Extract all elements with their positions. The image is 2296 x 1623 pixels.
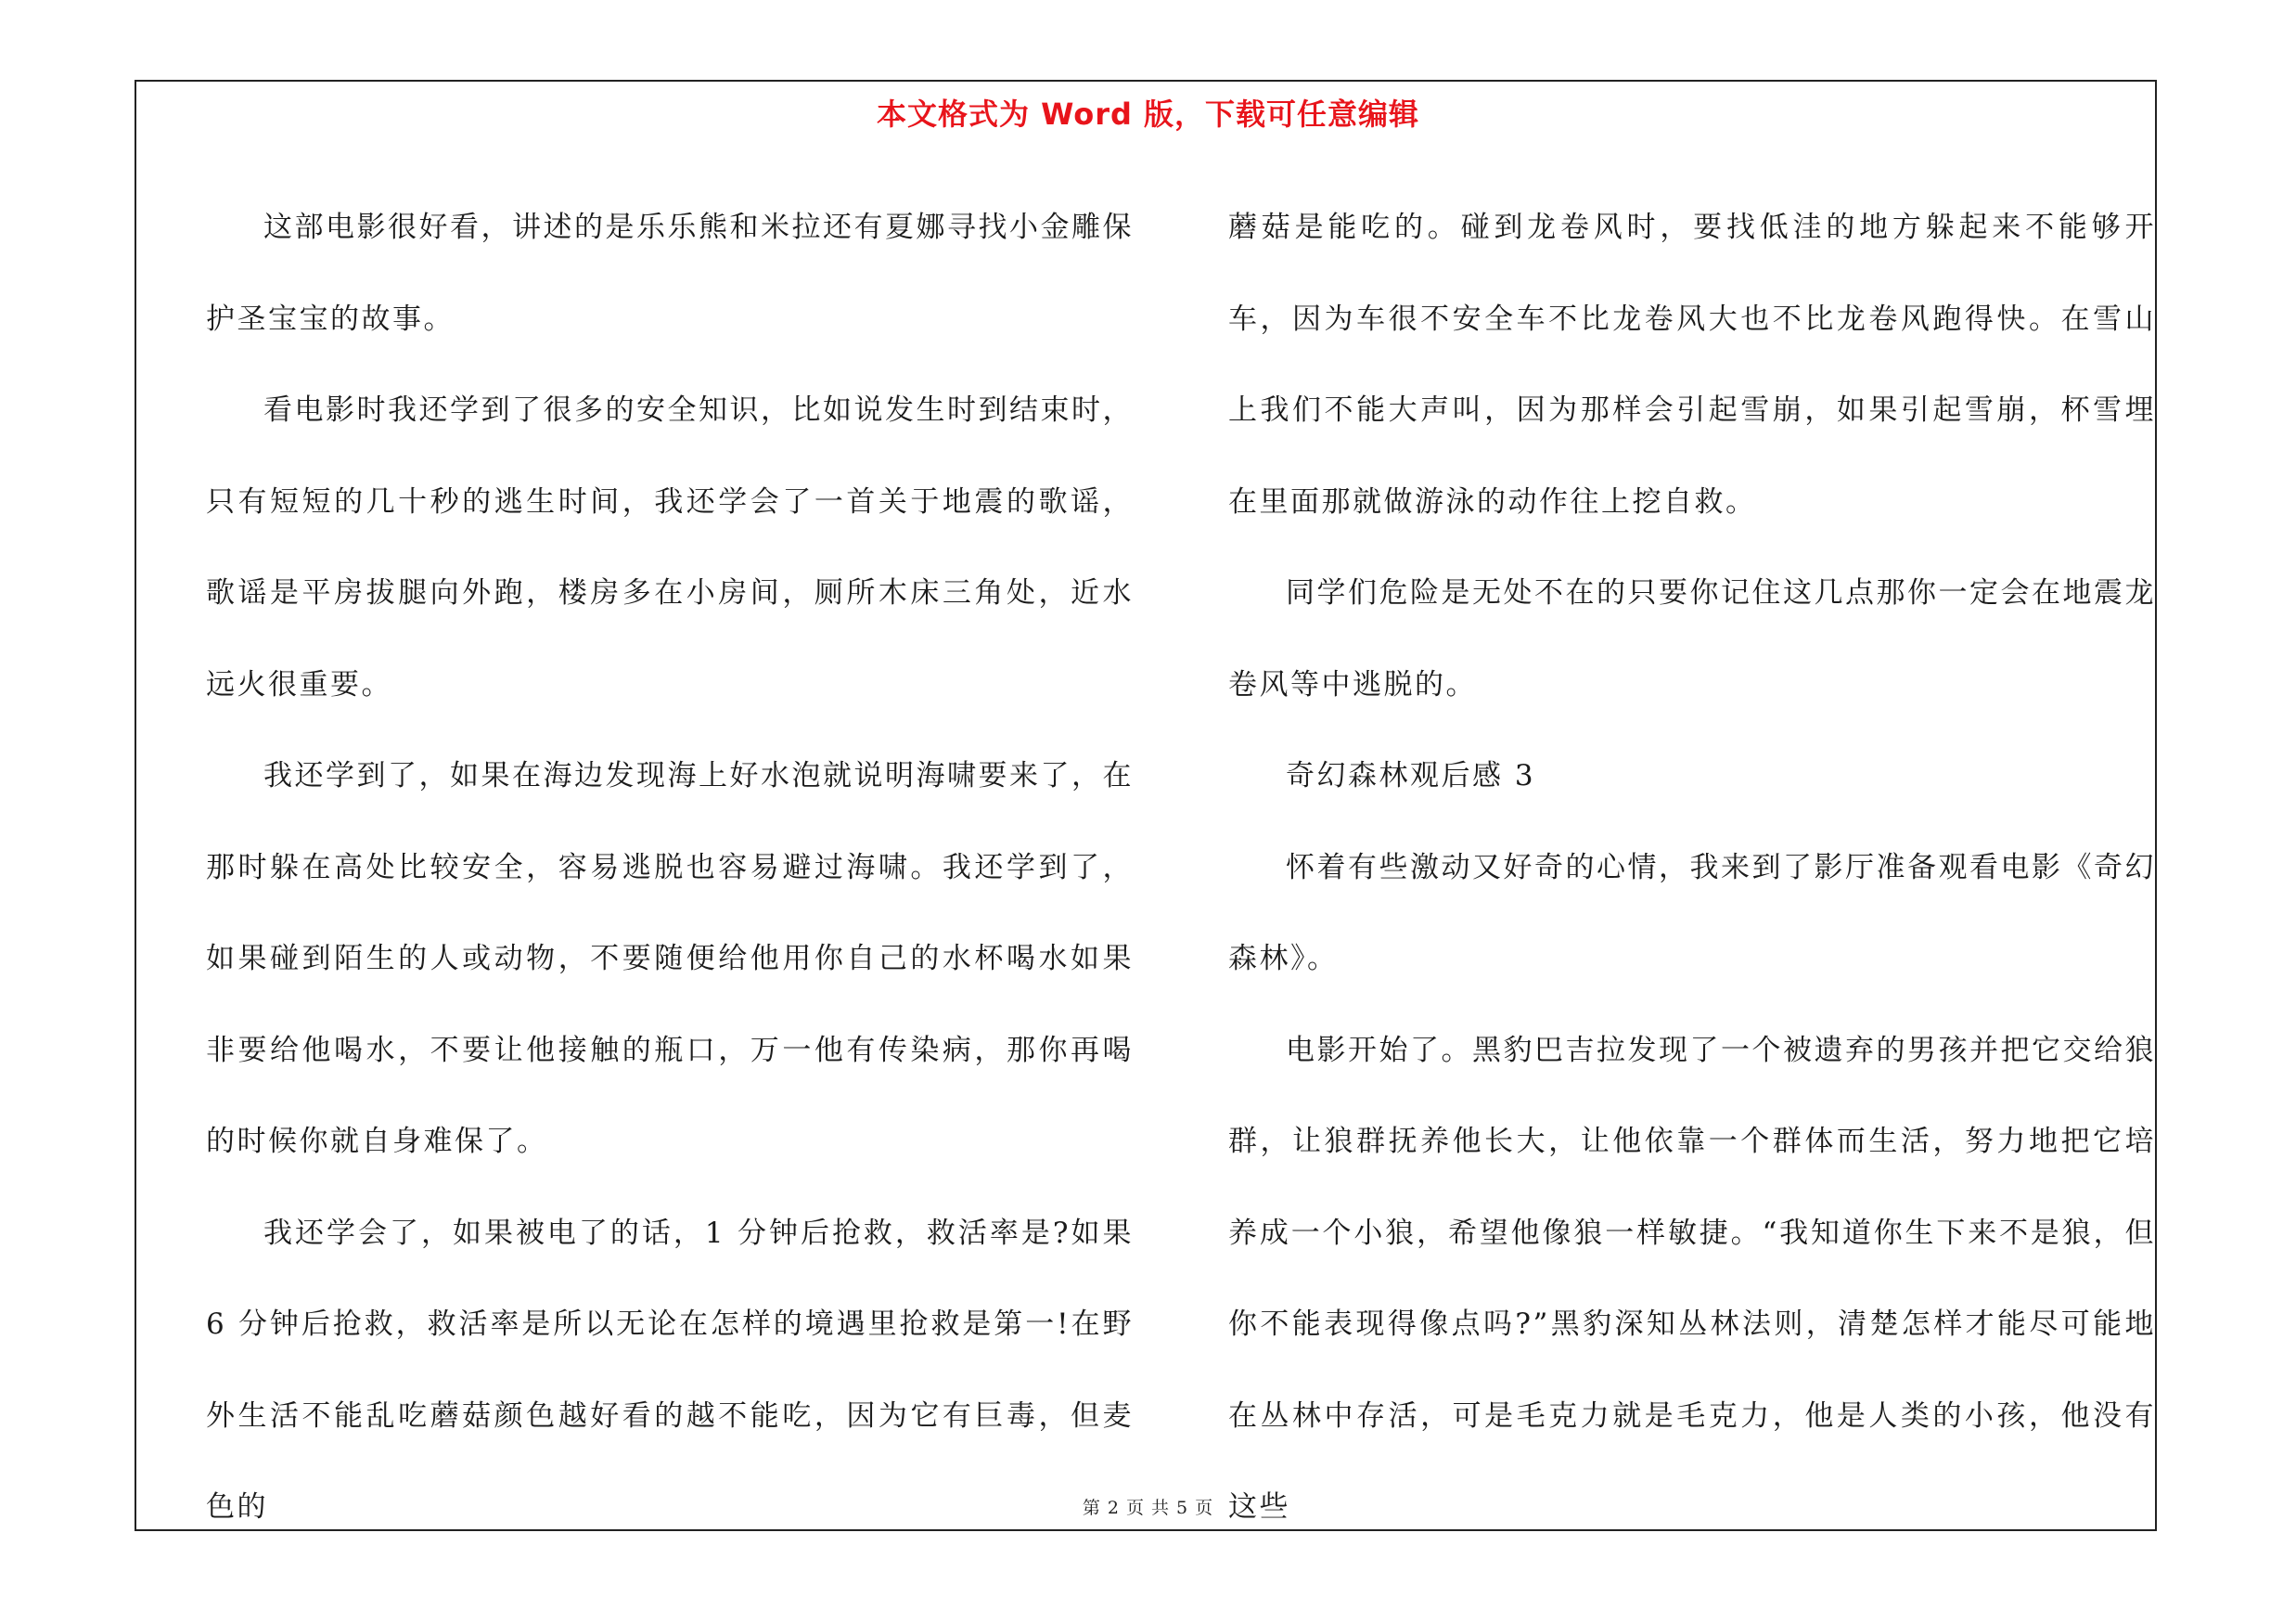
paragraph: 看电影时我还学到了很多的安全知识，比如说发生时到结束时，只有短短的几十秒的逃生时间，我还学会了一首关于地震的歌谣，歌谣是平房拔腿向外跑，楼房多在小房间，厕所木床三角处，近水远火很重要。 <box>206 393 1134 702</box>
paragraph: 怀着有些激动又好奇的心情，我来到了影厅准备观看电影《奇幻森林》。 <box>1228 850 2156 975</box>
left-column <box>206 182 1134 1553</box>
paragraph: 我还学到了，如果在海边发现海上好水泡就说明海啸要来了，在那时躲在高处比较安全，容易逃脱也容易避过海啸。我还学到了，如果碰到陌生的人或动物，不要随便给他用你自己的水杯喝水如果非要给他喝水，不要让他接触的瓶口，万一他有传染病，那你再喝的时候你就自身难保了。 <box>206 759 1134 1158</box>
right-column <box>1228 182 2156 1553</box>
paragraph: 这部电影很好看，讲述的是乐乐熊和米拉还有夏娜寻找小金雕保护圣宝宝的故事。 <box>206 211 1134 336</box>
paragraph: 我还学会了，如果被电了的话，1 分钟后抢救，救活率是?如果 6 分钟后抢救，救活率是所以无论在怎样的境遇里抢救是第一!在野外生活不能乱吃蘑菇颜色越好看的越不能吃，因为它有巨毒，但麦色的 <box>206 1216 1134 1524</box>
section-heading: 奇幻森林观后感 3 <box>1286 759 1536 792</box>
page-number: 第 2 页 共 5 页 <box>1082 1498 1214 1518</box>
paragraph: 同学们危险是无处不在的只要你记住这几点那你一定会在地震龙卷风等中逃脱的。 <box>1228 576 2156 702</box>
paragraph: 电影开始了。黑豹巴吉拉发现了一个被遗弃的男孩并把它交给狼群，让狼群抚养他长大，让他依靠一个群体而生活，努力地把它培养成一个小狼，希望他像狼一样敏捷。“我知道你生下来不是狼，但你不能表现得像点吗?”黑豹深知丛林法则，清楚怎样才能尽可能地在丛林中存活，可是毛克力就是毛克力，他是人类的小孩，他没有这些 <box>1228 1033 2156 1524</box>
format-banner: 本文格式为 Word 版，下载可任意编辑 <box>876 97 1420 132</box>
paragraph-continuation: 蘑菇是能吃的。碰到龙卷风时，要找低洼的地方躲起来不能够开车，因为车很不安全车不比龙卷风大也不比龙卷风跑得快。在雪山上我们不能大声叫，因为那样会引起雪崩，如果引起雪崩，杯雪埋在里面那就做游泳的动作往上挖自救。 <box>1228 211 2156 519</box>
